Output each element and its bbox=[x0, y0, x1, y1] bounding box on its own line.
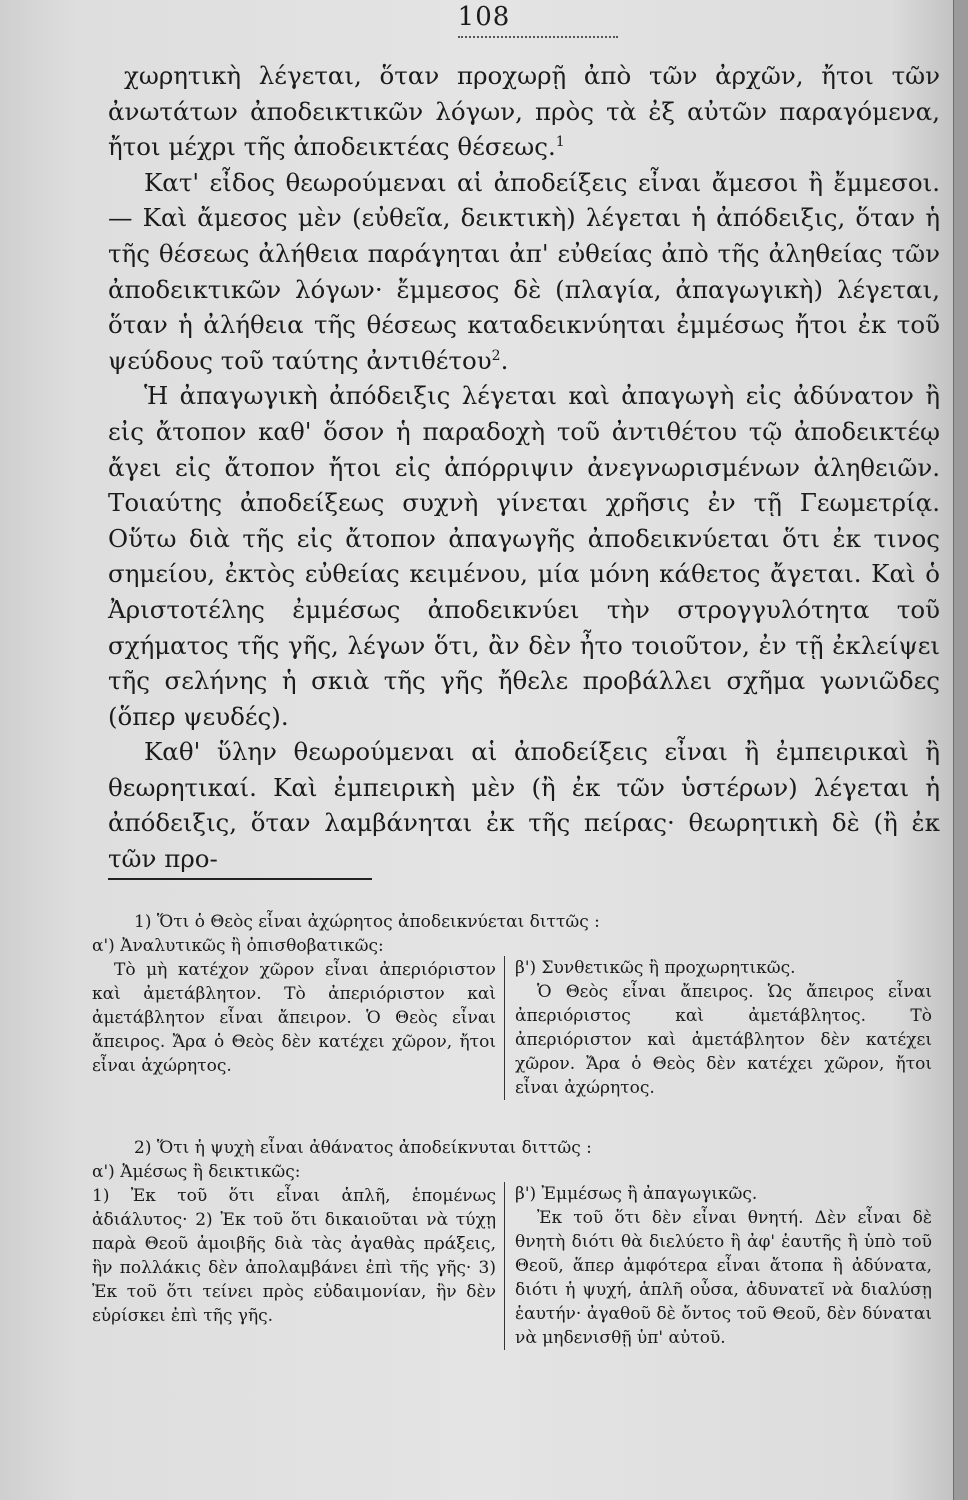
footnote-ref-1: 1 bbox=[555, 134, 565, 151]
footnote-2-right-text: Ἐκ τοῦ ὅτι δὲν εἶναι θνητή. Δὲν εἶναι δὲ θνητὴ διότι θὰ διελύετο ἢ ἀφ' ἑαυτῆς ἢ ὑπὸ τοῦ Θεοῦ, ἅπερ ἀμφότερα εἶναι ἄτοπα ἢ ἀδύνατα, διότι ἡ ψυχή, ἁπλῆ οὖσα, ἀδυνατεῖ νὰ διαλύσῃ ἑαυτήν· ἀγαθοῦ δὲ ὄντος τοῦ Θεοῦ, δὲν δύναται νὰ μηδενισθῇ ὑπ' αὐτοῦ. bbox=[515, 1208, 932, 1348]
footnote-ref-2: 2 bbox=[491, 347, 501, 364]
footnote-1-columns bbox=[92, 934, 932, 1100]
footnote-2-right-column bbox=[504, 1182, 932, 1350]
footnote-2-left-heading: α') Ἀμέσως ἢ δεικτικῶς: bbox=[92, 1162, 301, 1182]
footnote-1-left-text: Τὸ μὴ κατέχον χῶρον εἶναι ἀπεριόριστον καὶ ἀμετάβλητον. Τὸ ἀπεριόριστον καὶ ἀμετάβλητον εἶναι ἄπειρον. Ὁ Θεὸς εἶναι ἄπειρος. Ἄρα ὁ Θεὸς δὲν κατέχει χῶρον, ἤτοι εἶναι ἀχώρητος. bbox=[92, 960, 496, 1076]
paragraph-1: χωρητικὴ λέγεται, ὅταν προχωρῇ ἀπὸ τῶν ἀρχῶν, ἤτοι τῶν ἀνωτάτων ἀποδεικτικῶν λόγων, πρὸς τὰ ἐξ αὐτῶν παραγόμενα, ἤτοι μέχρι τῆς ἀποδεικτέας θέσεως.$^1$ bbox=[108, 61, 940, 162]
main-text bbox=[108, 58, 940, 877]
footnote-1-left-heading: α') Ἀναλυτικῶς ἢ ὀπισθοβατικῶς: bbox=[92, 936, 384, 956]
footnote-2-right-heading: β') Ἐμμέσως ἢ ἀπαγωγικῶς. bbox=[515, 1184, 758, 1204]
footnote-2-title: 2) Ὅτι ἡ ψυχὴ εἶναι ἀθάνατος ἀποδείκνυται διττῶς : bbox=[134, 1138, 592, 1158]
footnote-1-right-heading: β') Συνθετικῶς ἢ προχωρητικῶς. bbox=[515, 958, 796, 978]
header-rule bbox=[458, 36, 618, 38]
paragraph-2: Κατ' εἶδος θεωρούμεναι αἱ ἀποδείξεις εἶναι ἄμεσοι ἢ ἔμμεσοι.— Καὶ ἄμεσος μὲν (εὐθεῖα, δεικτικὴ) λέγεται ἡ ἀπόδειξις, ὅταν ἡ τῆς θέσεως ἀλήθεια παράγηται ἀπ' εὐθείας ἀπὸ τῆς ἀληθείας τῶν ἀποδεικτικῶν λόγων· ἔμμεσος δὲ (πλαγία, ἀπαγωγικὴ) λέγεται, ὅταν ἡ ἀλήθεια τῆς θέσεως καταδεικνύηται ἐμμέσως ἤτοι ἐκ τοῦ ψεύδους τοῦ ταύτης ἀντιθέτου$^2$. bbox=[108, 167, 940, 375]
footnote-rule bbox=[108, 878, 372, 880]
binding-gutter bbox=[953, 0, 968, 1500]
footnote-1-title: 1) Ὅτι ὁ Θεὸς εἶναι ἀχώρητος ἀποδεικνύεται διττῶς : bbox=[134, 912, 600, 932]
footnote-2-columns bbox=[92, 1160, 932, 1350]
footnote-1-left-column bbox=[92, 934, 504, 1100]
paragraph-3: Ἡ ἀπαγωγικὴ ἀπόδειξις λέγεται καὶ ἀπαγωγὴ εἰς ἀδύνατον ἢ εἰς ἄτοπον καθ' ὅσον ἡ παραδοχὴ τοῦ ἀντιθέτου τῷ ἀποδεικτέῳ ἄγει εἰς ἄτοπον ἤτοι εἰς ἀπόρριψιν ἀνεγνωρισμένων ἀληθειῶν. Τοιαύτης ἀποδείξεως συχνὴ γίνεται χρῆσις ἐν τῇ Γεωμετρίᾳ. Οὕτω διὰ τῆς εἰς ἄτοπον ἀπαγωγῆς ἀποδεικνύεται ὅτι ἐκ τινος σημείου, ἐκτὸς εὐθείας κειμένου, μία μόνη κάθετος ἄγεται. Καὶ ὁ Ἀριστοτέλης ἐμμέσως ἀποδεικνύει τὴν στρογγυλότητα τοῦ σχήματος τῆς γῆς, λέγων ὅτι, ἂν δὲν ἦτο τοιοῦτον, ἐν τῇ ἐκλείψει τῆς σελήνης ἡ σκιὰ τῆς γῆς ἤθελε προβάλλει σχῆμα γωνιῶδες (ὅπερ ψευδές). bbox=[108, 381, 940, 731]
footnote-1-right-column bbox=[504, 956, 932, 1100]
page-number: 108 bbox=[457, 2, 511, 32]
paragraph-4: Καθ' ὕλην θεωρούμεναι αἱ ἀποδείξεις εἶναι ἢ ἐμπειρικαὶ ἢ θεωρητικαί. Καὶ ἐμπειρικὴ μὲν (ἢ ἐκ τῶν ὑστέρων) λέγεται ἡ ἀπόδειξις, ὅταν λαμβάνηται ἐκ τῆς πείρας· θεωρητικὴ δὲ (ἢ ἐκ τῶν προ- bbox=[108, 737, 940, 874]
footnote-2-left-column bbox=[92, 1160, 504, 1350]
footnote-2-left-text: 1) Ἐκ τοῦ ὅτι εἶναι ἁπλῆ, ἑπομένως ἀδιάλυτος· 2) Ἐκ τοῦ ὅτι δικαιοῦται νὰ τύχῃ παρὰ Θεοῦ ἀμοιβῆς διὰ τὰς ἀγαθὰς πράξεις, ἣν πολλάκις δὲν ἀπολαμβάνει ἐπὶ τῆς γῆς· 3) Ἐκ τοῦ ὅτι τείνει πρὸς εὐδαιμονίαν, ἣν δὲν εὑρίσκει ἐπὶ τῆς γῆς. bbox=[92, 1186, 496, 1326]
footnote-1-right-text: Ὁ Θεὸς εἶναι ἄπειρος. Ὡς ἄπειρος εἶναι ἀπεριόριστος καὶ ἀμετάβλητος. Τὸ ἀπεριόριστον καὶ ἀμετάβλητον δὲν κατέχει χῶρον. Ἄρα ὁ Θεὸς δὲν κατέχει χῶρον, ἤτοι εἶναι ἀχώρητος. bbox=[515, 982, 932, 1098]
